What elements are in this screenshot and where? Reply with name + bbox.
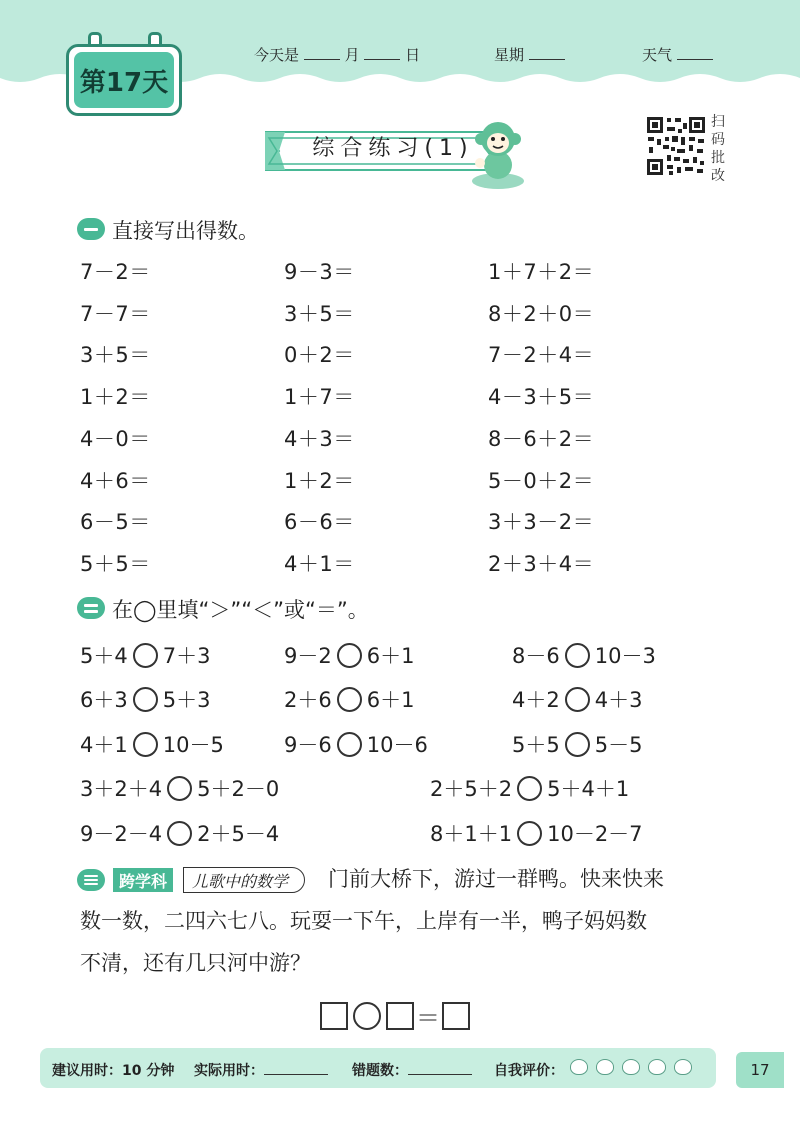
qr-label-char: 批	[711, 150, 725, 166]
cross-subject-tag: 跨学科	[113, 868, 173, 892]
compare-problem	[430, 818, 643, 848]
weather-label: 天气	[642, 46, 673, 64]
compare-right: 4＋3	[594, 688, 643, 712]
oral-calc-problem[interactable]: 3＋5＝	[284, 301, 355, 326]
compare-problem	[80, 684, 210, 714]
oral-calc-problem[interactable]: 1＋2＝	[80, 385, 151, 410]
oral-calc-problem[interactable]: 5－0＋2＝	[488, 468, 595, 493]
oral-calc-problem[interactable]: 5＋5＝	[80, 551, 151, 576]
answer-box-2[interactable]	[386, 1002, 414, 1030]
rating-face-icon[interactable]	[622, 1059, 640, 1075]
compare-circle[interactable]	[133, 732, 158, 757]
section-2-badge-icon	[77, 597, 105, 619]
compare-problem	[512, 684, 642, 714]
compare-circle[interactable]	[517, 776, 542, 801]
oral-calc-problem[interactable]: 1＋7＝	[284, 385, 355, 410]
section-1-badge-icon	[77, 218, 105, 240]
compare-problem	[80, 773, 279, 803]
month-label: 月	[344, 46, 360, 64]
oral-calc-problem[interactable]: 9－3＝	[284, 260, 355, 284]
actual-time-label: 实际用时：	[194, 1063, 264, 1079]
compare-circle[interactable]	[565, 687, 590, 712]
compare-circle[interactable]	[337, 732, 362, 757]
month-blank[interactable]	[304, 45, 340, 60]
compare-right: 5＋3	[162, 688, 211, 712]
compare-left: 5＋4	[80, 644, 128, 668]
compare-right: 10－6	[366, 733, 428, 757]
answer-box-1[interactable]	[320, 1002, 348, 1030]
compare-problem	[284, 640, 414, 670]
compare-right: 10－2－7	[547, 822, 643, 846]
compare-circle[interactable]	[565, 732, 590, 757]
oral-calc-problem[interactable]: 6－6＝	[284, 510, 355, 535]
compare-left: 6＋3	[80, 688, 128, 712]
compare-right: 2＋5－4	[197, 822, 280, 846]
rating-face-icon[interactable]	[596, 1059, 614, 1075]
actual-time-blank[interactable]	[264, 1060, 328, 1075]
rating-face-icon[interactable]	[674, 1059, 692, 1075]
compare-circle[interactable]	[133, 687, 158, 712]
oral-calc-problem[interactable]: 7－2＋4＝	[488, 343, 595, 368]
compare-right: 7＋3	[162, 644, 211, 668]
errors-field[interactable]	[352, 1060, 472, 1080]
oral-calc-problem[interactable]: 1＋2＝	[284, 468, 355, 493]
compare-circle[interactable]	[133, 643, 158, 668]
compare-problem	[430, 773, 629, 803]
compare-problem	[80, 818, 279, 848]
compare-circle[interactable]	[337, 687, 362, 712]
date-field[interactable]	[254, 44, 420, 65]
compare-problem	[284, 729, 428, 759]
oral-calc-problem[interactable]: 0＋2＝	[284, 343, 355, 368]
section-3-badge-icon	[77, 869, 105, 891]
weekday-field[interactable]	[494, 44, 565, 65]
compare-right: 6＋1	[366, 644, 415, 668]
errors-blank[interactable]	[408, 1060, 472, 1075]
compare-problem	[284, 684, 414, 714]
suggested-time: 建议用时：10 分钟	[52, 1063, 175, 1079]
rating-face-icon[interactable]	[648, 1059, 666, 1075]
equals-sign: ＝	[416, 1004, 440, 1032]
compare-circle[interactable]	[167, 821, 192, 846]
poem-line-1: 门前大桥下，游过一群鸭。快来快来	[328, 867, 664, 891]
qr-code-icon[interactable]	[645, 115, 707, 177]
today-label: 今天是	[254, 46, 300, 64]
oral-calc-problem[interactable]: 6－5＝	[80, 510, 151, 535]
day-badge	[66, 44, 182, 116]
self-eval-label: 自我评价：	[494, 1063, 564, 1079]
section-2-title: 在◯里填“＞”“＜”或“＝”。	[112, 598, 369, 622]
compare-circle[interactable]	[167, 776, 192, 801]
compare-left: 8－6	[512, 644, 560, 668]
compare-left: 5＋5	[512, 733, 560, 757]
qr-label-char: 扫	[711, 114, 725, 130]
operator-circle[interactable]	[353, 1002, 381, 1030]
compare-problem	[80, 729, 224, 759]
oral-calc-problem[interactable]: 4＋6＝	[80, 468, 151, 493]
answer-equation	[320, 998, 470, 1033]
answer-box-result[interactable]	[442, 1002, 470, 1030]
compare-right: 6＋1	[366, 688, 415, 712]
oral-calc-problem[interactable]: 3＋5＝	[80, 343, 151, 368]
oral-calc-problem[interactable]: 7－2＝	[80, 260, 151, 284]
oral-calc-problem[interactable]: 8＋2＋0＝	[488, 301, 595, 326]
compare-problem	[80, 640, 210, 670]
oral-calc-problem[interactable]: 4＋3＝	[284, 426, 355, 451]
oral-calc-problem[interactable]: 3＋3－2＝	[488, 510, 595, 535]
oral-calc-problem[interactable]: 2＋3＋4＝	[488, 551, 595, 576]
qr-label-char: 改	[711, 168, 725, 184]
compare-left: 4＋2	[512, 688, 560, 712]
compare-left: 2＋6	[284, 688, 332, 712]
weekday-blank[interactable]	[529, 45, 565, 60]
compare-left: 2＋5＋2	[430, 777, 513, 801]
page-number: 17	[736, 1052, 784, 1088]
weekday-label: 星期	[494, 46, 525, 64]
compare-left: 9－2－4	[80, 822, 163, 846]
compare-circle[interactable]	[337, 643, 362, 668]
compare-right: 10－3	[594, 644, 656, 668]
compare-right: 5＋2－0	[197, 777, 280, 801]
compare-circle[interactable]	[517, 821, 542, 846]
day-label: 日	[405, 46, 421, 64]
compare-circle[interactable]	[565, 643, 590, 668]
oral-calc-problem[interactable]: 4－0＝	[80, 426, 151, 451]
poem-line-2: 数一数，二四六七八。玩耍一下午，上岸有一半，鸭子妈妈数	[80, 909, 647, 933]
nursery-rhyme-tag: 儿歌中的数学	[183, 867, 305, 893]
compare-right: 5＋4＋1	[547, 777, 630, 801]
compare-left: 3＋2＋4	[80, 777, 163, 801]
compare-problem	[512, 729, 642, 759]
compare-right: 5－5	[594, 733, 643, 757]
compare-left: 8＋1＋1	[430, 822, 513, 846]
qr-label-char: 码	[711, 132, 725, 148]
weather-field[interactable]	[642, 44, 713, 65]
day-blank[interactable]	[364, 45, 400, 60]
section-1-title: 直接写出得数。	[112, 219, 259, 243]
oral-calc-problem[interactable]: 8－6＋2＝	[488, 426, 595, 451]
oral-calc-problem[interactable]: 7－7＝	[80, 301, 151, 326]
compare-left: 4＋1	[80, 733, 128, 757]
weather-blank[interactable]	[677, 45, 713, 60]
page-title: 综合练习(1)	[312, 136, 474, 161]
compare-problem	[512, 640, 656, 670]
day-badge-label: 第17天	[74, 52, 174, 108]
poem-line-3: 不清，还有几只河中游？	[80, 951, 311, 975]
actual-time-field[interactable]	[194, 1060, 328, 1080]
errors-label: 错题数：	[352, 1063, 408, 1079]
oral-calc-problem[interactable]: 4＋1＝	[284, 551, 355, 576]
rating-face-icon[interactable]	[570, 1059, 588, 1075]
oral-calc-problem[interactable]: 4－3＋5＝	[488, 385, 595, 410]
compare-left: 9－6	[284, 733, 332, 757]
qr-label	[707, 113, 729, 185]
oral-calc-problem[interactable]: 1＋7＋2＝	[488, 260, 595, 284]
compare-left: 9－2	[284, 644, 332, 668]
monkey-mascot-icon	[466, 115, 530, 191]
compare-right: 10－5	[162, 733, 224, 757]
